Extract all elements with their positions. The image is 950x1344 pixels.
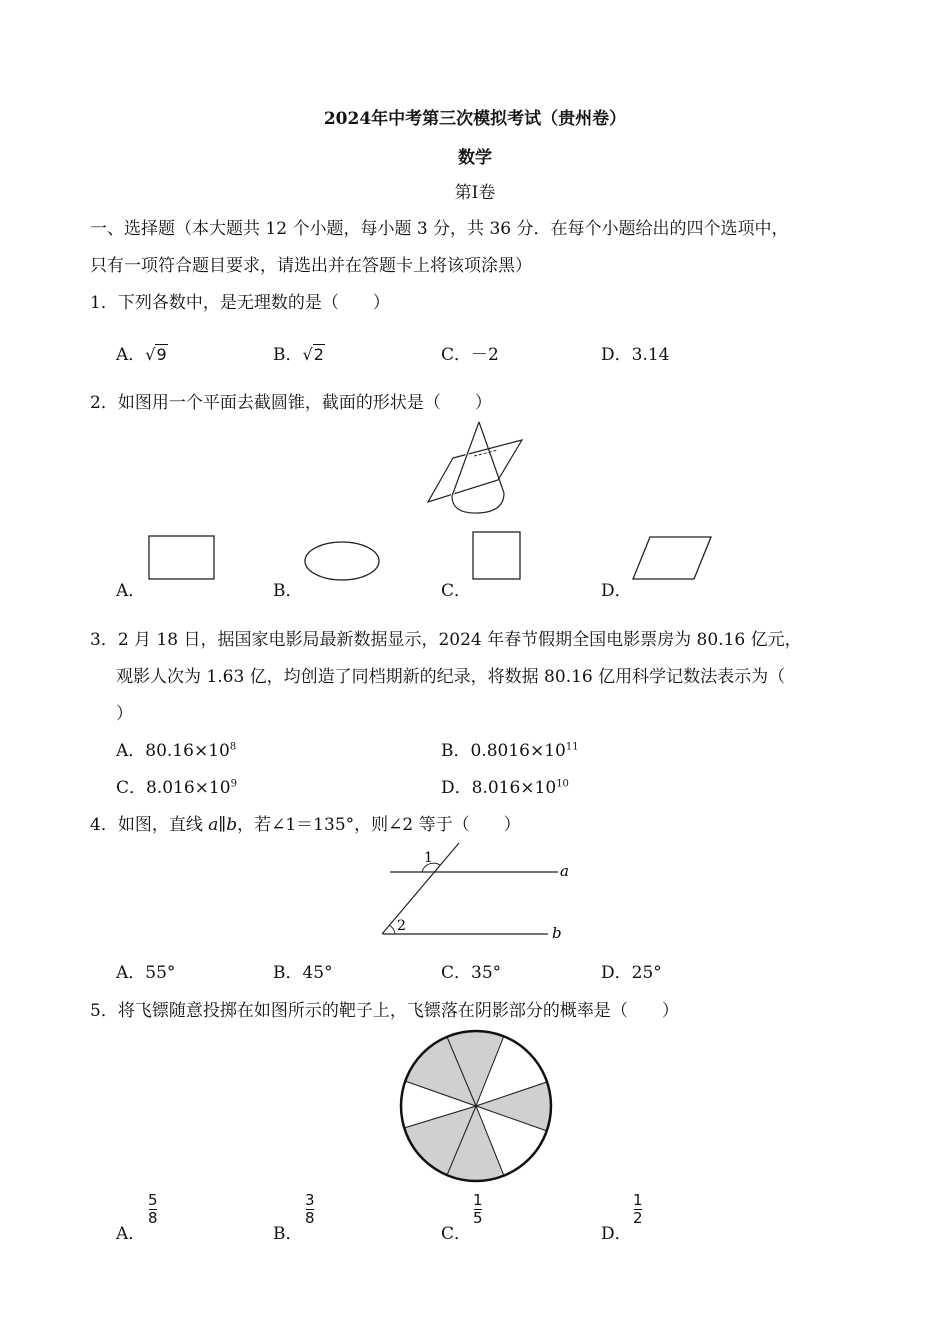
q5-option-a-fraction[interactable]	[148, 1192, 158, 1227]
q3-stem-line2: 观影人次为 1.63 亿，均创造了同档期新的纪录，将数据 80.16 亿用科学记数法表示为（	[116, 667, 786, 687]
angle-2-label: 2	[397, 918, 406, 934]
q5-option-a-label[interactable]: A．	[116, 1224, 146, 1244]
q3-option-c-exponent: 9	[230, 778, 237, 790]
page-title: 2024年中考第三次模拟考试（贵州卷）	[323, 109, 627, 129]
fraction-denominator: 5	[473, 1209, 483, 1227]
q3-option-b-base: B．0.8016×10	[441, 741, 566, 761]
line-b-label: b	[552, 924, 562, 942]
q2-option-d-label[interactable]: D．	[601, 581, 632, 601]
q1-option-d[interactable]: D．3.14	[601, 345, 670, 365]
parallel-lines-figure	[378, 840, 578, 945]
q4-option-a[interactable]: A．55°	[116, 963, 176, 983]
q3-option-d[interactable]	[441, 773, 569, 798]
q2-stem: 2．如图用一个平面去截圆锥，截面的形状是（ ）	[90, 393, 492, 413]
dartboard-figure	[400, 1030, 552, 1182]
q4-stem	[90, 810, 521, 835]
volume-label: 第Ⅰ卷	[454, 183, 496, 203]
q1-option-b-radicand: 2	[313, 345, 324, 364]
q1-option-a-radicand: 9	[156, 345, 167, 364]
line-a-label: a	[560, 862, 569, 880]
parallelogram-shape-icon[interactable]	[632, 535, 714, 581]
rectangle-shape-icon[interactable]	[148, 535, 216, 581]
q5-option-b-fraction[interactable]	[305, 1192, 315, 1227]
q3-option-c[interactable]	[116, 773, 237, 798]
q3-stem-line3: ）	[116, 704, 133, 724]
sqrt-symbol: √2	[302, 345, 324, 364]
parallel-symbol: ∥	[218, 815, 227, 835]
q3-option-d-base: D．8.016×10	[441, 778, 557, 798]
q2-option-c-label[interactable]: C．	[441, 581, 472, 601]
q4-option-c[interactable]: C．35°	[441, 963, 502, 983]
q1-option-b[interactable]	[273, 340, 325, 365]
q1-option-a[interactable]	[116, 340, 168, 365]
q1-stem: 1．下列各数中，是无理数的是（ ）	[90, 293, 390, 313]
q3-option-d-exponent: 10	[556, 778, 569, 790]
section-instructions-line2: 只有一项符合题目要求，请选出并在答题卡上将该项涂黑）	[90, 256, 532, 276]
q4-stem-suffix: ，若∠1＝135°，则∠2 等于（ ）	[237, 815, 521, 835]
ellipse-shape-icon[interactable]	[303, 540, 381, 582]
q3-option-a[interactable]	[116, 736, 236, 761]
q5-stem: 5．将飞镖随意投掷在如图所示的靶子上，飞镖落在阴影部分的概率是（ ）	[90, 1001, 679, 1021]
fraction-numerator: 1	[473, 1191, 483, 1209]
q2-option-a-label[interactable]: A．	[116, 581, 146, 601]
q5-option-d-label[interactable]: D．	[601, 1224, 632, 1244]
q4-var-b: b	[226, 815, 238, 835]
cone-plane-figure	[420, 418, 530, 518]
q1-option-a-label: A．	[116, 345, 146, 365]
q5-option-c-label[interactable]: C．	[441, 1224, 472, 1244]
fraction-numerator: 5	[148, 1191, 158, 1209]
q4-option-b[interactable]: B．45°	[273, 963, 333, 983]
q4-option-d[interactable]: D．25°	[601, 963, 662, 983]
angle-1-label: 1	[424, 850, 433, 866]
q3-option-c-base: C．8.016×10	[116, 778, 231, 798]
subject-title: 数学	[458, 148, 492, 168]
sqrt-symbol: √9	[145, 345, 167, 364]
q5-option-d-fraction[interactable]	[633, 1192, 643, 1227]
q1-option-b-label: B．	[273, 345, 303, 365]
fraction-numerator: 1	[633, 1191, 643, 1209]
q2-option-b-label[interactable]: B．	[273, 581, 303, 601]
q4-stem-prefix: 4．如图，直线	[90, 815, 209, 835]
q3-stem-line1: 3．2 月 18 日，据国家电影局最新数据显示，2024 年春节假期全国电影票房为 80.16 亿元，	[90, 630, 802, 650]
fraction-numerator: 3	[305, 1191, 315, 1209]
fraction-denominator: 8	[148, 1209, 158, 1227]
q3-option-b-exponent: 11	[565, 741, 579, 753]
q5-option-c-fraction[interactable]	[473, 1192, 483, 1227]
q4-var-a: a	[208, 815, 219, 835]
q3-option-a-base: A．80.16×10	[116, 741, 230, 761]
q1-option-c[interactable]: C．－2	[441, 345, 499, 365]
q3-option-b[interactable]	[441, 736, 579, 761]
q5-option-b-label[interactable]: B．	[273, 1224, 303, 1244]
section-instructions-line1: 一、选择题（本大题共 12 个小题，每小题 3 分，共 36 分．在每个小题给出的四个选项中，	[90, 219, 789, 239]
fraction-denominator: 8	[305, 1209, 315, 1227]
q3-option-a-exponent: 8	[229, 741, 237, 753]
square-shape-icon[interactable]	[472, 531, 522, 581]
fraction-denominator: 2	[633, 1209, 643, 1227]
